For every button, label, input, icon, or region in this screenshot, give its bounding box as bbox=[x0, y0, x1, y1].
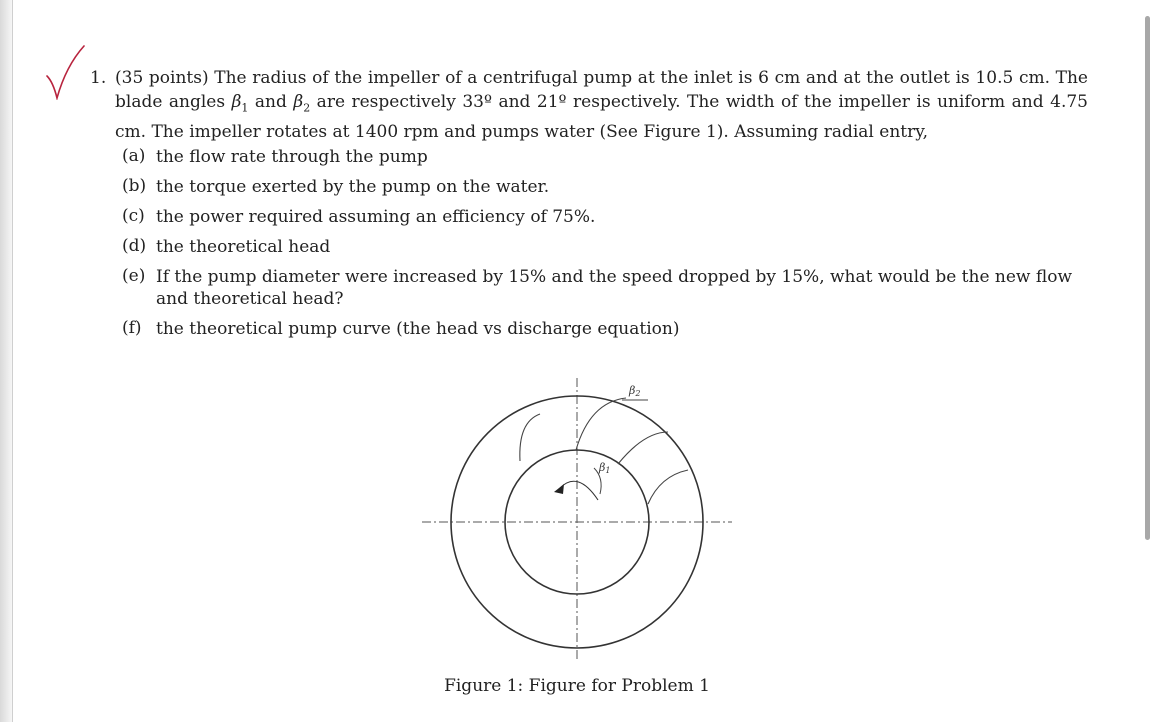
page-border bbox=[12, 0, 13, 722]
blade-2 bbox=[576, 398, 626, 450]
problem-statement: (35 points) The radius of the impeller of a centrifugal pump at the inlet is 6 cm and at the outlet is 10.5 cm. The blade angles $\beta_1$ and $\beta_2$ are respectively 33º and 21º respectively. The width of the impeller is uniform and 4.75 cm. The impeller rotates at 1400 rpm and pumps water (See Figure 1). Assuming radial entry, bbox=[115, 68, 1088, 143]
problem-number: 1. bbox=[90, 68, 107, 88]
part-a: (a) the flow rate through the pump bbox=[122, 146, 428, 167]
figure-caption: Figure 1: Figure for Problem 1 bbox=[444, 676, 710, 696]
blade-3 bbox=[618, 432, 668, 464]
part-c: (c) the power required assuming an efficiency of 75%. bbox=[122, 206, 596, 227]
part-d: (d) the theoretical head bbox=[122, 236, 331, 257]
part-e: (e) If the pump diameter were increased by 15% and the speed dropped by 15%, what would be the new flow and theoretical head? bbox=[122, 266, 1073, 309]
rotation-arrowhead bbox=[554, 484, 564, 494]
page-left-edge bbox=[0, 0, 12, 722]
rotation-arrow bbox=[560, 481, 598, 500]
scrollbar[interactable] bbox=[1145, 16, 1150, 540]
blade-1 bbox=[520, 414, 540, 461]
checkmark-icon bbox=[44, 44, 86, 100]
beta1-label: β1 bbox=[599, 461, 611, 475]
part-b: (b) the torque exerted by the pump on the water. bbox=[122, 176, 550, 197]
impeller-figure bbox=[418, 372, 738, 662]
part-f: (f) the theoretical pump curve (the head vs discharge equation) bbox=[122, 318, 680, 339]
problem-1 bbox=[90, 66, 1088, 144]
blade-4 bbox=[648, 470, 688, 504]
beta2-label: β2 bbox=[629, 384, 641, 398]
problem-parts bbox=[122, 146, 1088, 340]
